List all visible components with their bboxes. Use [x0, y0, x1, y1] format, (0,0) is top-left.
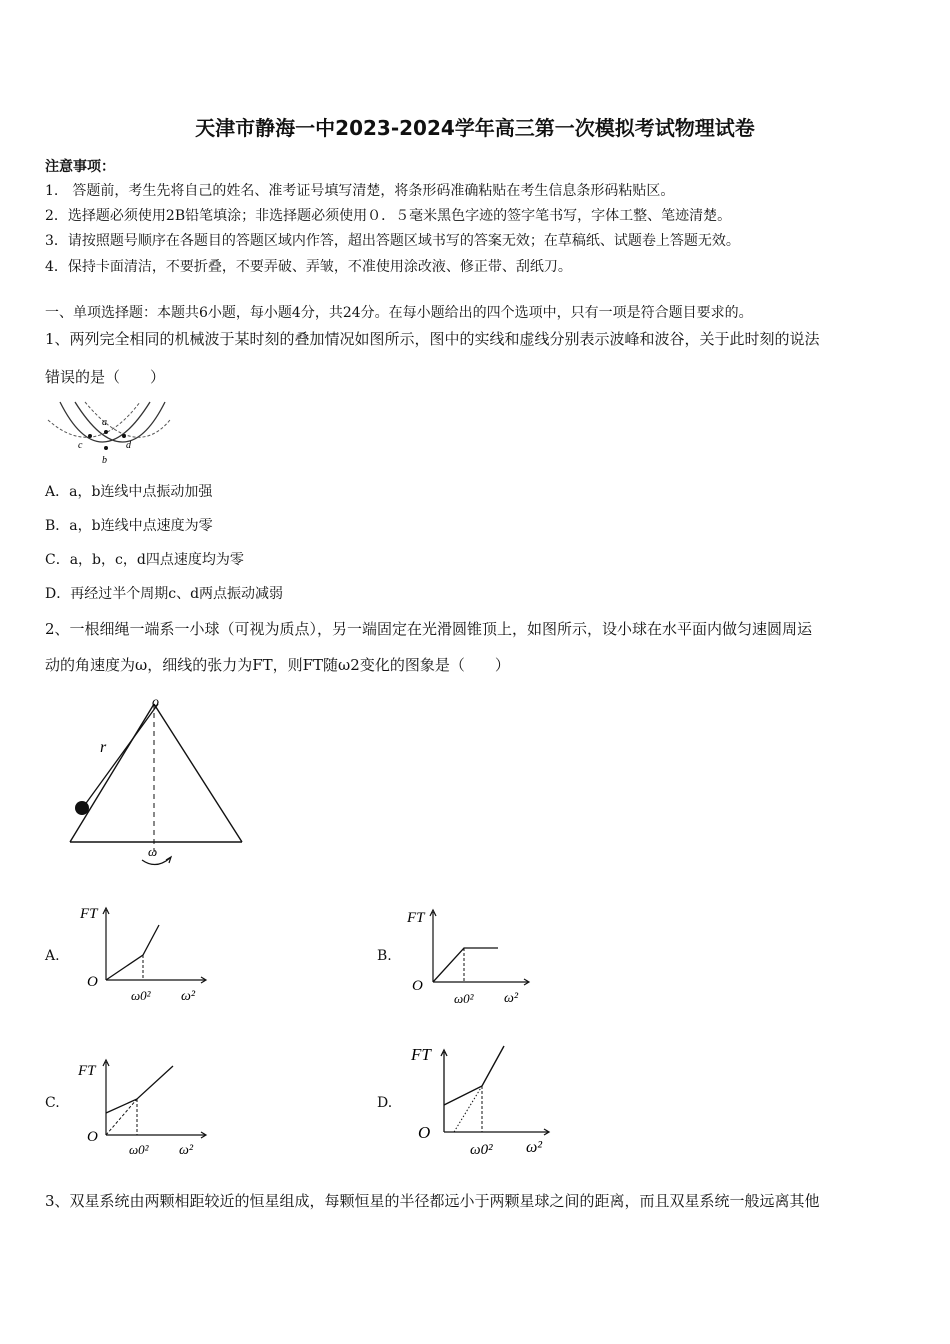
q1-option-b[interactable]: B．a，b连线中点速度为零: [45, 518, 213, 534]
q1-option-c[interactable]: C．a，b，c，d四点速度均为零: [45, 552, 244, 568]
q2-option-b-label[interactable]: B.: [377, 948, 392, 964]
q2-option-c-graph[interactable]: [75, 1050, 215, 1162]
q1-stem-line2: 错误的是（ ）: [45, 368, 166, 386]
q2-option-d-label[interactable]: D.: [377, 1095, 393, 1111]
label-b: b: [102, 455, 107, 466]
point-d: [122, 434, 126, 438]
cone-figure: [60, 692, 260, 872]
ball: [75, 801, 89, 815]
notes-heading: 注意事项：: [45, 159, 115, 175]
page-title: 天津市静海一中2023-2024学年高三第一次模拟考试物理试卷: [195, 116, 755, 140]
svg-text:ω0²: ω0²: [129, 1142, 149, 1157]
svg-text:FT: FT: [407, 910, 425, 926]
q1-stem-line1: 1、两列完全相同的机械波于某时刻的叠加情况如图所示，图中的实线和虚线分别表示波峰和波谷，关于此时刻的说法: [45, 330, 820, 348]
q2-option-c-label[interactable]: C.: [45, 1095, 60, 1111]
svg-text:O: O: [412, 978, 423, 994]
point-c: [88, 434, 92, 438]
label-apex-o: o: [152, 695, 159, 710]
note-item-3: 3．请按照题号顺序在各题目的答题区域内作答，超出答题区域书写的答案无效；在草稿纸、试题卷上答题无效。: [45, 233, 740, 249]
svg-text:O: O: [87, 1129, 98, 1145]
label-omega: ω: [148, 844, 158, 859]
svg-text:FT: FT: [80, 906, 98, 922]
svg-text:FT: FT: [78, 1063, 96, 1079]
q2-option-a-graph[interactable]: [75, 900, 215, 1010]
wave-interference-figure: [40, 398, 175, 468]
svg-text:ω²: ω²: [526, 1139, 543, 1156]
trough-line-right: [85, 402, 170, 437]
rope: [84, 704, 158, 806]
q3-stem-line1: 3、双星系统由两颗相距较近的恒星组成，每颗恒星的半径都远小于两颗星球之间的距离，而且双星系统一般远离其他: [45, 1192, 820, 1210]
label-a: a: [102, 417, 107, 428]
section-heading: 一、单项选择题：本题共6小题，每小题4分，共24分。在每小题给出的四个选项中，只有一项是符合题目要求的。: [45, 305, 753, 321]
svg-text:ω0²: ω0²: [454, 991, 474, 1006]
q2-stem-line1: 2、一根细绳一端系一小球（可视为质点），另一端固定在光滑圆锥顶上，如图所示，设小球在水平面内做匀速圆周运: [45, 620, 813, 638]
q2-option-b-graph[interactable]: [400, 900, 540, 1012]
q1-option-d[interactable]: D．再经过半个周期c、d两点振动减弱: [45, 586, 284, 602]
q2-option-d-graph[interactable]: [408, 1040, 558, 1165]
point-a: [104, 430, 108, 434]
point-b: [104, 446, 108, 450]
svg-text:FT: FT: [411, 1045, 431, 1064]
svg-text:ω²: ω²: [179, 1143, 194, 1158]
label-rope-r: r: [100, 739, 107, 756]
note-item-2: 2．选择题必须使用2B铅笔填涂；非选择题必须使用０．５毫米黑色字迹的签字笔书写，字体工整、笔迹清楚。: [45, 208, 732, 224]
q2-option-a-label[interactable]: A.: [45, 948, 60, 964]
q1-option-a[interactable]: A．a，b连线中点振动加强: [45, 484, 213, 500]
svg-text:ω²: ω²: [504, 991, 519, 1006]
note-item-4: 4．保持卡面清洁，不要折叠，不要弄破、弄皱，不准使用涂改液、修正带、刮纸刀。: [45, 259, 572, 275]
note-item-1: 1. 答题前，考生先将自己的姓名、准考证号填写清楚，将条形码准确粘贴在考生信息条形码粘贴区。: [45, 183, 675, 199]
svg-text:O: O: [418, 1123, 431, 1142]
label-c: c: [78, 440, 83, 451]
svg-text:O: O: [87, 974, 98, 990]
svg-text:ω0²: ω0²: [131, 988, 151, 1003]
svg-text:ω0²: ω0²: [470, 1142, 493, 1158]
svg-text:ω²: ω²: [181, 989, 196, 1004]
q2-stem-line2: 动的角速度为ω，细线的张力为FT，则FT随ω2变化的图象是（ ）: [45, 656, 510, 674]
label-d: d: [126, 440, 131, 451]
